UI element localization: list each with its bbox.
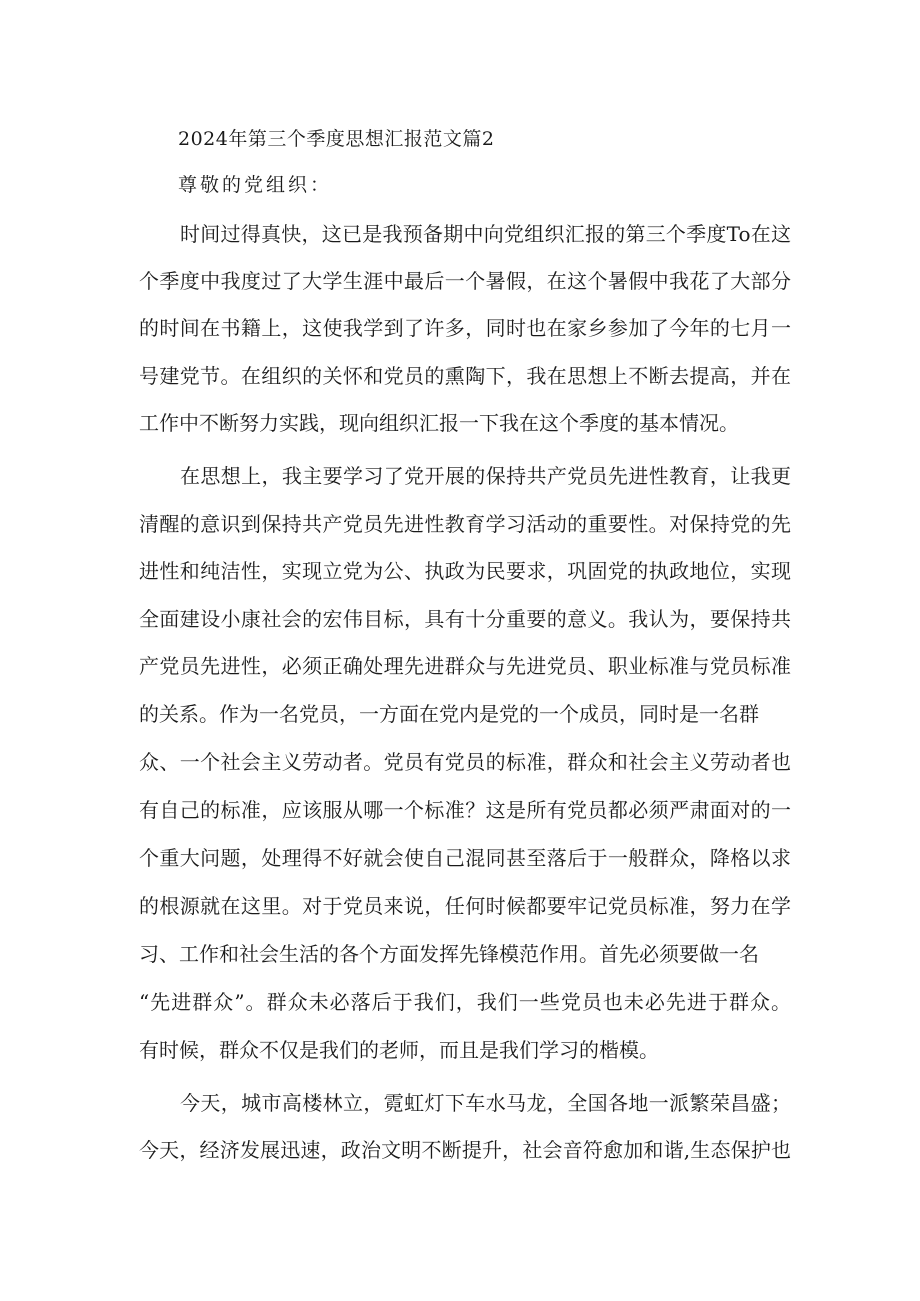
salutation: 尊敬的党组织： (178, 174, 333, 196)
paragraph-line: 今天，城市高楼林立，霓虹灯下车水马龙，全国各地一派繁荣昌盛； (180, 1091, 791, 1115)
paragraph-line: 进性和纯洁性，实现立党为公、执政为民要求，巩固党的执政地位，实现 (139, 559, 791, 583)
paragraph-line: 号建党节。在组织的关怀和党员的熏陶下，我在思想上不断去提高，并在 (139, 364, 791, 388)
paragraph-line: 的关系。作为一名党员，一方面在党内是党的一个成员，同时是一名群 (139, 702, 759, 726)
paragraph-line: 清醒的意识到保持共产党员先进性教育学习活动的重要性。对保持党的先 (139, 512, 791, 536)
paragraph-line: 时间过得真快，这已是我预备期中向党组织汇报的第三个季度To在这 (180, 222, 791, 246)
paragraph-line: 的时间在书籍上，这使我学到了许多，同时也在家乡参加了今年的七月一 (139, 316, 791, 340)
paragraph-line: 的根源就在这里。对于党员来说，任何时候都要牢记党员标准，努力在学 (139, 894, 791, 918)
paragraph-line: 工作中不断努力实践，现向组织汇报一下我在这个季度的基本情况。 (139, 411, 739, 435)
paragraph-line: 众、一个社会主义劳动者。党员有党员的标准，群众和社会主义劳动者也 (139, 750, 791, 774)
paragraph-line: “先进群众”。群众未必落后于我们，我们一些党员也未必先进于群众。 (139, 990, 791, 1014)
paragraph-line: 今天，经济发展迅速，政治文明不断提升，社会音符愈加和谐,生态保护也 (139, 1138, 791, 1162)
paragraph-line: 产党员先进性，必须正确处理先进群众与先进党员、职业标准与党员标准 (139, 654, 791, 678)
paragraph-line: 全面建设小康社会的宏伟目标，具有十分重要的意义。我认为，要保持共 (139, 607, 791, 631)
paragraph-line: 个重大问题，处理得不好就会使自己混同甚至落后于一般群众，降格以求 (139, 846, 791, 870)
paragraph-line: 个季度中我度过了大学生涯中最后一个暑假，在这个暑假中我花了大部分 (139, 269, 791, 293)
paragraph-line: 在思想上，我主要学习了党开展的保持共产党员先进性教育，让我更 (180, 464, 791, 488)
paragraph-line: 习、工作和社会生活的各个方面发挥先锋模范作用。首先必须要做一名 (139, 942, 759, 966)
paragraph-line: 有自己的标准，应该服从哪一个标准？这是所有党员都必须严肃面对的一 (139, 798, 791, 822)
document-title: 2024年第三个季度思想汇报范文篇2 (178, 128, 495, 150)
paragraph-line: 有时候，群众不仅是我们的老师，而且是我们学习的楷模。 (139, 1038, 659, 1062)
